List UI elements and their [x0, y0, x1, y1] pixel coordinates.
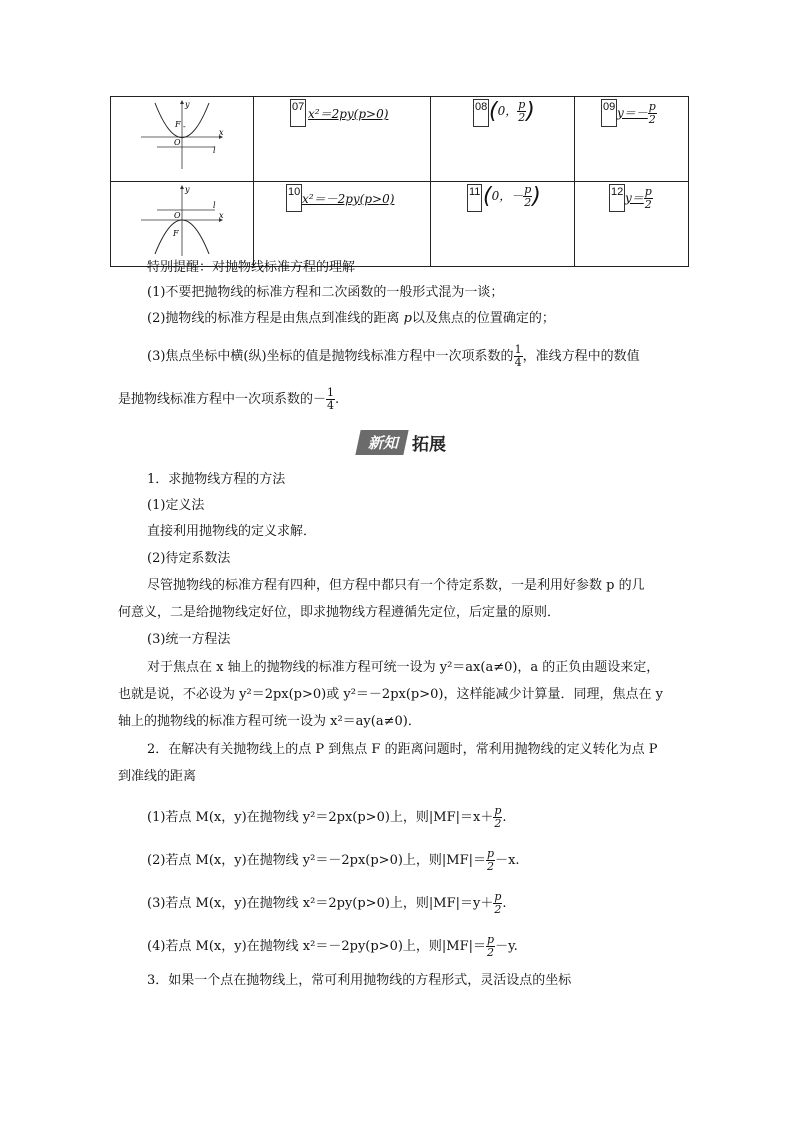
section-3-title: 3．如果一个点在抛物线上，常可利用抛物线的方程形式，灵活设点的坐标	[147, 973, 572, 988]
case-4: (4)若点 M(x，y)在抛物线 x²＝－2py(p>0)上，则|MF|＝ $\frac{p}{2}$ －y.	[147, 933, 518, 959]
note-3: (3)焦点坐标中横(纵)坐标的值是抛物线标准方程中一次项系数的 $\frac{1}{4}$ ，准线方程中的数值	[147, 343, 640, 369]
blank-number: 11	[467, 184, 482, 212]
section-heading: 新知 拓展	[358, 430, 446, 454]
graph-cell	[111, 182, 254, 267]
section-1-title: 1．求抛物线方程的方法	[147, 472, 286, 487]
focus-cell	[431, 97, 575, 182]
svg-text:l: l	[213, 201, 216, 210]
case-3: (3)若点 M(x，y)在抛物线 x²＝2py(p>0)上，则|MF|＝y＋ $\frac{p}{2}$ .	[147, 890, 507, 916]
blank-number: 08	[473, 99, 489, 127]
focus-answer: (0， $\frac{p}{2}$ )	[489, 98, 535, 124]
svg-text:-: -	[183, 122, 186, 131]
method-2-text: 何意义，二是给抛物线定好位，即求抛物线方程遵循先定位，后定量的原则．	[118, 605, 561, 620]
svg-text:y: y	[185, 185, 190, 194]
method-3-text: 也就是说，不必设为 y²＝2px(p>0)或 y²＝－2px(p>0)，这样能减少计算量．同理，焦点在 y	[118, 687, 663, 702]
case-2: (2)若点 M(x，y)在抛物线 y²＝－2px(p>0)上，则|MF|＝ $\frac{p}{2}$ －x.	[147, 847, 520, 873]
focus-answer: (0，－ $\frac{p}{2}$ )	[483, 183, 541, 209]
method-2-title: (2)待定系数法	[147, 551, 231, 566]
equation-cell	[254, 97, 431, 182]
focus-cell	[431, 182, 575, 267]
note-1: (1)不要把抛物线的标准方程和二次函数的一般形式混为一谈；	[147, 285, 504, 300]
method-1-text: 直接利用抛物线的定义求解．	[147, 524, 317, 539]
parabola-down-graph	[111, 182, 253, 262]
svg-text:O: O	[174, 138, 181, 147]
blank-number: 10	[286, 184, 302, 212]
parabola-table	[110, 96, 689, 267]
svg-text:x: x	[219, 128, 224, 137]
equation-answer: x²＝2py(p>0)	[308, 107, 389, 121]
svg-text:F: F	[175, 120, 181, 129]
svg-text:F: F	[173, 229, 179, 238]
svg-text:l: l	[213, 146, 216, 155]
note-title: 特别提醒：对抛物线标准方程的理解	[147, 260, 356, 275]
svg-text:y: y	[185, 100, 190, 109]
parabola-up-graph	[111, 97, 253, 177]
method-1-title: (1)定义法	[147, 498, 205, 513]
table-row	[111, 182, 689, 267]
blank-number: 12	[609, 184, 625, 212]
directrix-cell	[575, 182, 689, 267]
graph-cell	[111, 97, 254, 182]
table-row	[111, 97, 689, 182]
svg-text:x: x	[219, 211, 224, 220]
section-2-title-cont: 到准线的距离	[118, 769, 197, 784]
method-3-title: (3)统一方程法	[147, 632, 231, 647]
note-3-cont: 是抛物线标准方程中一次项系数的－ $\frac{1}{4}$ .	[118, 386, 340, 412]
directrix-answer: y＝－ $\frac{p}{2}$	[617, 100, 656, 126]
directrix-cell	[575, 97, 689, 182]
note-2: (2)抛物线的标准方程是由焦点到准线的距离 p以及焦点的位置确定的；	[147, 311, 555, 326]
section-2-title: 2．在解决有关抛物线上的点 P 到焦点 F 的距离问题时，常利用抛物线的定义转化为点 P	[147, 742, 658, 757]
svg-text:O: O	[174, 211, 181, 220]
method-3-text: 对于焦点在 x 轴上的抛物线的标准方程可统一设为 y²＝ax(a≠0)，a 的正负由题设来定，	[147, 660, 660, 675]
method-2-text: 尽管抛物线的标准方程有四种，但方程中都只有一个待定系数，一是利用好参数 p 的几	[147, 578, 645, 593]
blank-number: 09	[601, 99, 617, 127]
equation-cell	[254, 182, 431, 267]
blank-number: 07	[290, 99, 306, 127]
equation-answer: x²＝－2py(p>0)	[302, 192, 395, 206]
method-3-text: 轴上的抛物线的标准方程可统一设为 x²＝ay(a≠0)．	[118, 714, 421, 729]
directrix-answer: y＝ $\frac{p}{2}$	[625, 185, 652, 211]
case-1: (1)若点 M(x，y)在抛物线 y²＝2px(p>0)上，则|MF|＝x＋ $\frac{p}{2}$ .	[147, 804, 507, 830]
